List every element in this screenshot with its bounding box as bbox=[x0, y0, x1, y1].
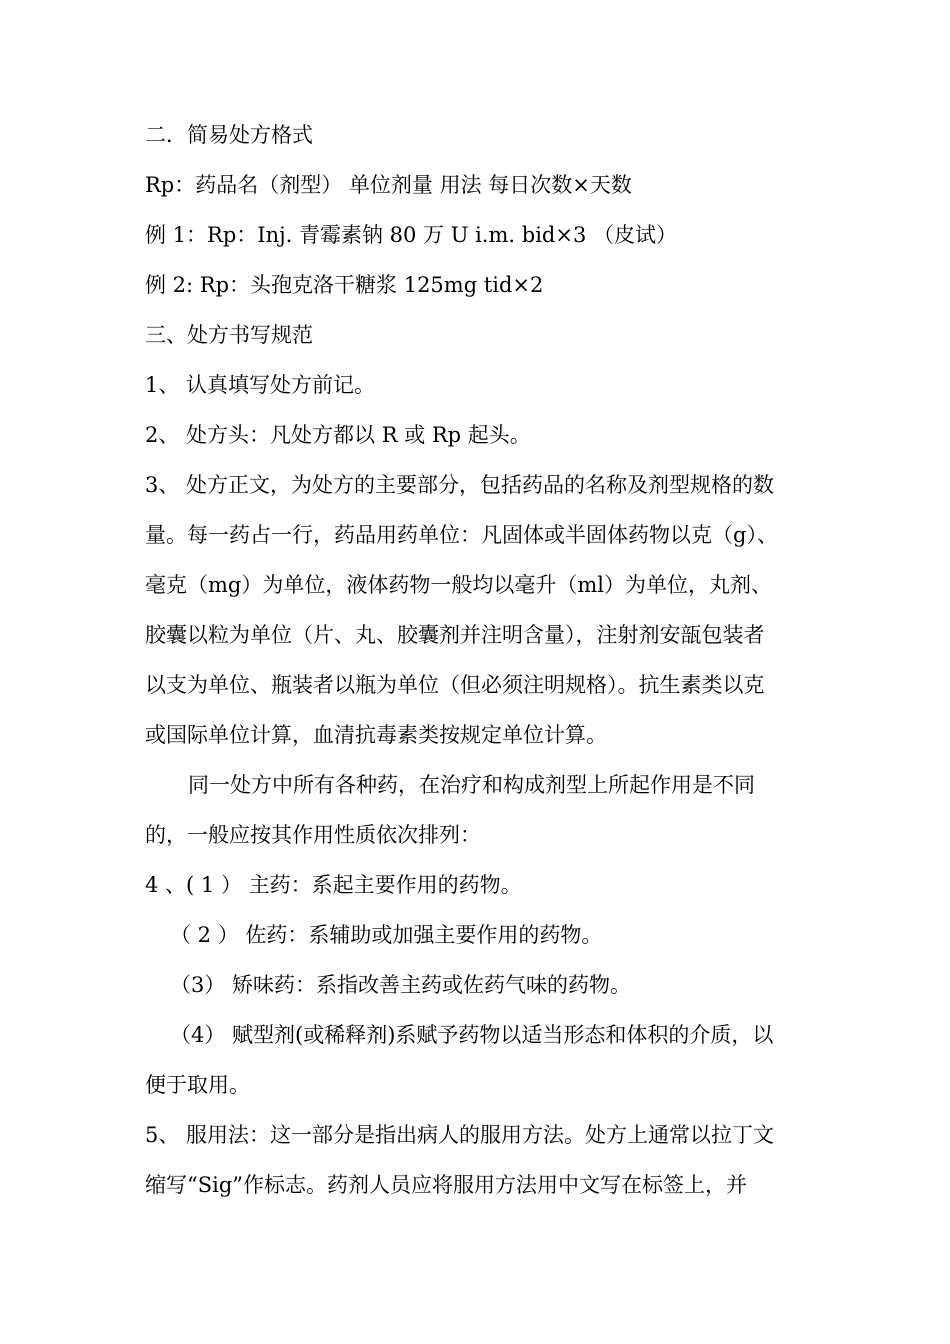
prescription-format-line: Rp：药品名（剂型） 单位剂量 用法 每日次数×天数 bbox=[145, 173, 632, 197]
rule-5-line-1: 5、 服用法：这一部分是指出病人的服用方法。处方上通常以拉丁文 bbox=[145, 1123, 775, 1147]
rule-3-line-3: 毫克（mg）为单位，液体药物一般均以毫升（ml）为单位，丸剂、 bbox=[145, 573, 772, 597]
example-2-line: 例 2: Rp：头孢克洛干糖浆 125mg tid×2 bbox=[145, 273, 544, 297]
section-heading-writing-rules: 三、处方书写规范 bbox=[145, 323, 313, 347]
rule-2-line: 2、 处方头：凡处方都以 R 或 Rp 起头。 bbox=[145, 423, 531, 447]
rule-1-line: 1、 认真填写处方前记。 bbox=[145, 373, 376, 397]
rule-5-line-2: 缩写“Sig”作标志。药剂人员应将服用方法用中文写在标签上，并 bbox=[145, 1173, 748, 1197]
example-1-line: 例 1：Rp：Inj. 青霉素钠 80 万 U i.m. bid×3 （皮试） bbox=[145, 223, 677, 247]
rule-3-line-4: 胶囊以粒为单位（片、丸、胶囊剂并注明含量），注射剂安瓿包装者 bbox=[145, 623, 765, 647]
rule-3-line-6: 或国际单位计算，血清抗毒素类按规定单位计算。 bbox=[145, 723, 607, 747]
rule-4-corrigent-drug: （3） 矫味药：系指改善主药或佐药气味的药物。 bbox=[170, 973, 632, 997]
section-heading-prescription-format: 二．简易处方格式 bbox=[145, 123, 313, 147]
paragraph-order-line-2: 的，一般应按其作用性质依次排列： bbox=[145, 823, 481, 847]
rule-3-line-5: 以支为单位、瓶装者以瓶为单位（但必须注明规格）。抗生素类以克 bbox=[145, 673, 765, 697]
rule-3-line-2: 量。每一药占一行，药品用药单位：凡固体或半固体药物以克（g）、 bbox=[145, 523, 778, 547]
rule-4-excipient-line-1: （4） 赋型剂(或稀释剂)系赋予药物以适当形态和体积的介质，以 bbox=[170, 1023, 774, 1047]
rule-3-line-1: 3、 处方正文，为处方的主要部分，包括药品的名称及剂型规格的数 bbox=[145, 473, 775, 497]
paragraph-order-line-1: 同一处方中所有各种药，在治疗和构成剂型上所起作用是不同 bbox=[188, 773, 755, 797]
rule-4-adjuvant-drug: （ 2 ） 佐药：系辅助或加强主要作用的药物。 bbox=[170, 923, 603, 947]
rule-4-main-drug: 4 、( 1 ） 主药：系起主要作用的药物。 bbox=[145, 873, 522, 897]
rule-4-excipient-line-2: 便于取用。 bbox=[145, 1073, 250, 1097]
